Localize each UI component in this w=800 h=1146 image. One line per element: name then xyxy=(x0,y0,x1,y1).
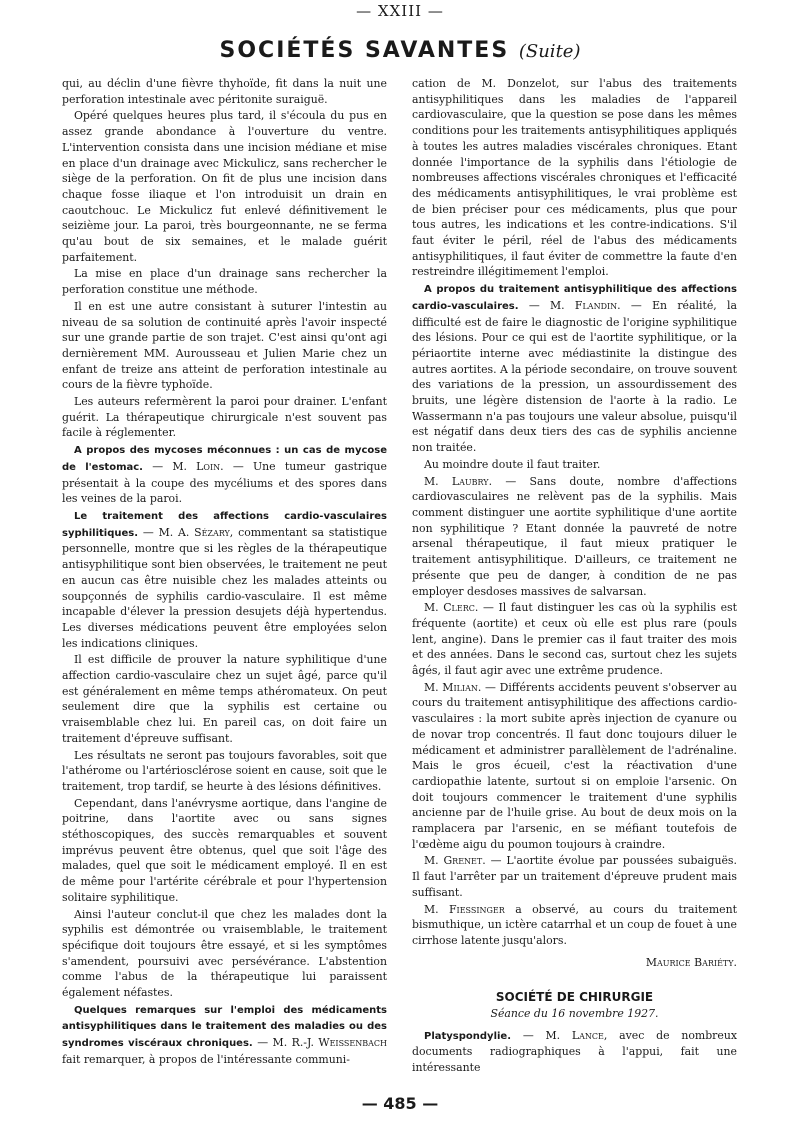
author-name: M. Clerc. xyxy=(424,601,479,615)
paragraph-text: commentant sa statistique personnelle, montre que si les règles de la thérapeutique antisyphilitique sont bien observées, le traitement ne peut en aucun cas être nuisible chez les malades atteints ou soupçonnés de syphilis cardio-vasculaire. Il est même incapable d'élever la pression desujets déjà hypertendus. Les diverses médications peuvent être employées selon les indications cliniques. xyxy=(62,525,388,650)
paragraph xyxy=(412,281,737,456)
paragraph-text: avec de nombreux documents radiographiques à l'appui, fait une intéressante xyxy=(412,1028,737,1075)
article-heading: Platyspondylie. xyxy=(424,1030,512,1042)
section-title: SOCIÉTÉ DE CHIRURGIE xyxy=(495,990,654,1005)
section-date: Séance du 16 novembre 1927. xyxy=(490,1007,659,1021)
paragraph-text: a observé, au cours du traitement bismuthique, un ictère catarrhal et un coup de fouet à une cirrhose latente jusqu'alors. xyxy=(412,902,737,947)
paragraph xyxy=(412,1028,737,1076)
paragraph: Il en est une autre consistant à suturer l'intestin au niveau de sa solution de continuité après l'avoir inspecté sur une grande partie de son trajet. C'est ainsi qu'ont agi dernièrement MM. Aurousseau et Julien Marie chez un enfant de treize ans atteint de perforation intestinale au cours de la fièvre typhoïde. xyxy=(62,299,387,392)
paragraph: Cependant, dans l'anévrysme aortique, dans l'angine de poitrine, dans l'aortite avec ou sans signes stéthoscopiques, des succès remarquables et souvent imprévus peuvent être obtenus, quel que soit l'âge des malades, quel que soit le médicament employé. Il en est de même pour l'artérite cérébrale et pour l'hypertension solitaire syphilitique. xyxy=(62,796,387,904)
paragraph: qui, au déclin d'une fièvre thyhoïde, fit dans la nuit une perforation intestinale avec péritonite suraiguë. xyxy=(62,77,387,106)
paragraph: Les résultats ne seront pas toujours favorables, soit que l'athérome ou l'artériosclérose soient en cause, soit que le traitement, trop tardif, se heurte à des lésions définitives. xyxy=(62,748,387,793)
paragraph: Ainsi l'auteur conclut-il que chez les malades dont la syphilis est démontrée ou vraisemblable, le traitement spécifique doit toujours être essayé, et si les symptômes s'amendent, poursuivi avec persévérance. L'abstention comme l'abus de la thérapeutique lui paraissent également néfastes. xyxy=(62,907,387,1000)
page-masthead xyxy=(0,38,800,63)
paragraph xyxy=(412,902,737,949)
paragraph xyxy=(412,474,737,600)
article-heading: Le traitement des affections cardio-vasculaires syphilitiques. xyxy=(62,510,387,539)
paragraph: cation de M. Donzelot, sur l'abus des traitements antisyphilitiques dans les maladies de l'appareil cardiovasculaire, que la question se pose dans les mêmes conditions pour les traitements antisyphilitiques appliqués à toutes les autres maladies viscérales chroniques. Etant donnée l'importance de la syphilis dans l'étiologie de nombreuses affections viscérales chroniques et l'efficacité des médicaments antisyphilitiques, le vrai problème est de bien préciser pour ces médicaments, plus que pour tous autres, les indications et les contre-indications. S'il faut éviter le péril, réel de l'abus des médicaments antisyphilitiques, il faut éviter de commettre la faute d'en restreindre illégitimement l'emploi. xyxy=(412,77,737,279)
paragraph xyxy=(412,853,737,900)
paragraph-text: — L'aortite évolue par poussées subaiguës. Il faut l'arrêter par un traitement d'épreuve prudent mais suffisant. xyxy=(412,854,737,899)
paragraph xyxy=(412,680,737,853)
paragraph: Les auteurs refermèrent la paroi pour drainer. L'enfant guérit. La thérapeutique chirurgicale n'est souvent pas facile à réglementer. xyxy=(62,395,387,440)
paragraph: La mise en place d'un drainage sans rechercher la perforation constitue une méthode. xyxy=(62,267,387,297)
author-name: M. Grenet. xyxy=(424,854,486,868)
author-name: — M. Lance, xyxy=(522,1028,608,1042)
paragraph-text: — Différents accidents peuvent s'observer au cours du traitement antisyphilitique des affections cardio-vasculaires : la mort subite après injection de cyanure ou de novar trop concentrés. Il faut donc toujours diluer le médicament et administrer parallèlement de l'adrénaline. Mais le gros écueil, c'est la réactivation d'une cardiopathie latente, surtout si on emploie l'arsenic. On doit toujours commencer le traitement d'une syphilis ancienne par de l'huile grise. Au bout de deux mois on la ramplacera par l'arsenic, en se méfiant toutefois de l'œdème aigu du poumon toujours à craindre. xyxy=(412,680,737,851)
paragraph-text: fait remarquer, à propos de l'intéressante communi- xyxy=(62,1052,350,1066)
author-name: — M. A. Sézary, xyxy=(142,525,234,539)
paragraph: Au moindre doute il faut traiter. xyxy=(424,457,601,471)
paragraph-text: — Il faut distinguer les cas où la syphilis est fréquente (aortite) et ceux où elle est plus rare (pouls lent, angine). Dans le premier cas il faut traiter des mois et des années. Dans le second cas, surtout chez les sujets âgés, il faut agir avec une extrême prudence. xyxy=(412,601,738,678)
paragraph xyxy=(62,442,387,507)
roman-page-number: — XXIII — xyxy=(356,2,444,20)
left-column xyxy=(62,76,387,1069)
author-name: M. Fiessinger xyxy=(424,902,505,916)
author-name: — M. Loin. xyxy=(152,459,224,473)
author-name: M. Milian. xyxy=(424,680,482,694)
article-heading: Quelques remarques sur l'emploi des médicaments antisyphilitiques dans le traitement des maladies ou des syndromes viscéraux chroniques. xyxy=(62,1004,387,1050)
paragraph-text: — Une tumeur gastrique présentait à la coupe des mycéliums et des spores dans les veines de la paroi. xyxy=(62,459,387,506)
article-heading: A propos du traitement antisyphilitique des affections cardio-vasculaires. xyxy=(412,284,737,312)
paragraph-text: — En réalité, la difficulté est de faire le diagnostic de l'origine syphilitique des lésions. Pour ce qui est de l'aortite syphilitique, or la périaortite interne avec médiastinite la distingue des autres aortites. A la période secondaire, on trouve souvent des variations de la pression, un assourdissement des bruits, une légère distension de l'aorte à la radio. Le Wassermann n'a pas toujours une valeur absolue, puisqu'il est négatif dans deux tiers des cas de syphilis ancienne non traitée. xyxy=(412,298,737,455)
masthead-title: SOCIÉTÉS SAVANTES xyxy=(219,38,510,63)
paragraph xyxy=(412,600,737,679)
page-number: — 485 — xyxy=(361,1094,439,1113)
paragraph xyxy=(62,508,387,651)
paragraph xyxy=(62,1002,387,1068)
paragraph-text: — Sans doute, nombre d'affections cardiovasculaires ne relèvent pas de la syphilis. Mais comment distinguer une aortite syphilitique d'une aortite non syphilitique ? Etant donnée la pauvreté de notre arsenal thérapeutique, il faut mieux pratiquer le traitement antisyphilitique. D'ailleurs, ce traitement ne présente que peu de danger, à condition de ne pas employer desdoses massives de salvarsan. xyxy=(412,474,737,598)
signature: Maurice Bariéty. xyxy=(645,955,737,969)
article-heading: A propos des mycoses méconnues : un cas de mycose de l'estomac. xyxy=(62,445,387,473)
author-name: — M. Flandin. xyxy=(528,298,621,312)
paragraph: Opéré quelques heures plus tard, il s'écoula du pus en assez grande abondance à l'ouverture du ventre. L'intervention consista dans une incision médiane et mise en place d'un drainage avec Mickulicz, sans rechercher le siège de la perforation. On fit de plus une incision dans chaque fosse iliaque et l'on introduisit un drain en caoutchouc. Le Mickulicz fut enlevé définitivement le seizième jour. La paroi, très bourgeonnante, ne se ferma qu'au bout de six semaines, et le malade guérit parfaitement. xyxy=(62,109,387,264)
author-name: — M. R.-J. Weissenbach xyxy=(257,1036,388,1050)
right-column xyxy=(412,76,737,1077)
paragraph: Il est difficile de prouver la nature syphilitique d'une affection cardio-vasculaire chez un sujet âgé, parce qu'il est généralement en même temps athéromateux. On peut seulement dire que la syphilis est certaine ou vraisemblable chez lui. En pareil cas, on doit faire un traitement d'épreuve suffisant. xyxy=(62,653,387,745)
author-name: M. Laubry. xyxy=(424,474,493,488)
masthead-suite: (Suite) xyxy=(518,41,581,62)
